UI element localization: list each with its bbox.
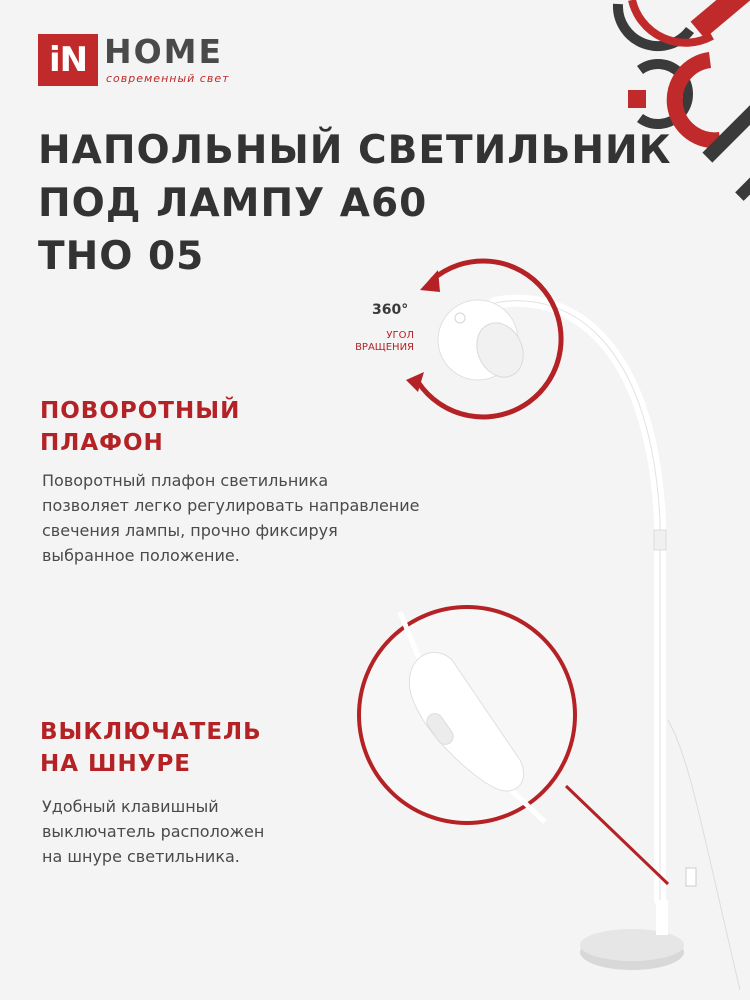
feature-text-line: Удобный клавишный <box>42 797 219 816</box>
feature-title-line: ПЛАФОН <box>40 430 164 456</box>
title-line: ПОД ЛАМПУ А60 <box>38 181 428 226</box>
rotation-label <box>340 330 414 354</box>
brand-logo-badge: iN <box>38 34 98 86</box>
feature-text-line: позволяет легко регулировать направление <box>42 496 420 515</box>
brand-name: HOME <box>104 32 224 71</box>
rotation-value: 360° <box>372 302 409 318</box>
feature-text-line: на шнуре светильника. <box>42 847 240 866</box>
lamp-shade <box>438 300 532 385</box>
feature-text-line: выключатель расположен <box>42 822 265 841</box>
feature-title-line: ПОВОРОТНЫЙ <box>40 398 241 424</box>
feature-description <box>42 794 342 869</box>
title-line: THO 05 <box>38 234 205 279</box>
feature-title <box>40 395 240 459</box>
title-line: НАПОЛЬНЫЙ СВЕТИЛЬНИК <box>38 128 672 173</box>
switch-detail <box>359 607 668 884</box>
rotation-label-line: УГОЛ <box>386 330 414 341</box>
feature-title <box>40 716 262 780</box>
feature-title-line: НА ШНУРЕ <box>40 751 192 777</box>
brand-tagline: современный свет <box>106 72 230 85</box>
feature-text-line: выбранное положение. <box>42 546 240 565</box>
feature-text-line: свечения лампы, прочно фиксируя <box>42 521 338 540</box>
feature-description <box>42 468 482 568</box>
product-title <box>38 124 688 283</box>
feature-text-line: Поворотный плафон светильника <box>42 471 329 490</box>
rotation-label-line: ВРАЩЕНИЯ <box>355 342 414 353</box>
feature-title-line: ВЫКЛЮЧАТЕЛЬ <box>40 719 262 745</box>
